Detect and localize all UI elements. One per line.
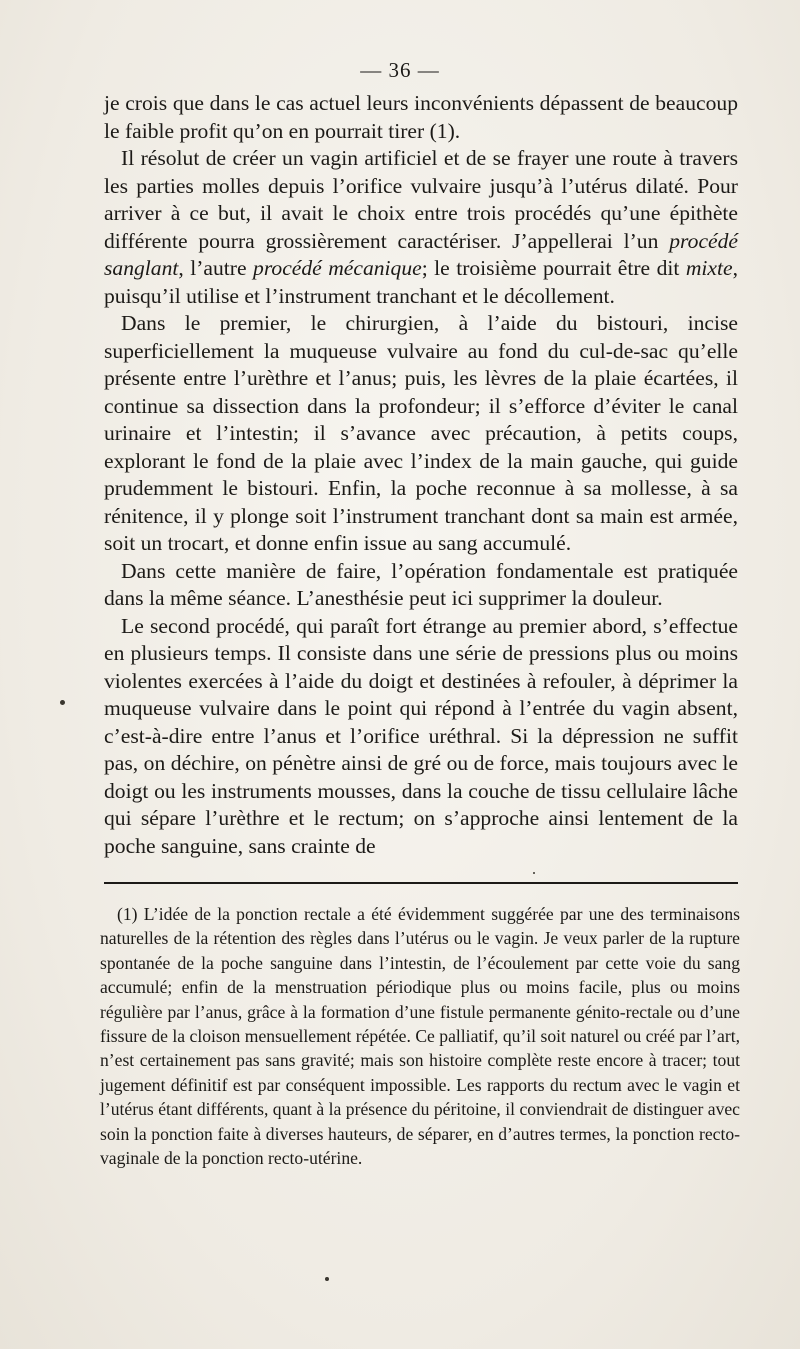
page-number: — 36 —	[360, 58, 440, 82]
paragraph-1: je crois que dans le cas actuel leurs inconvénients dépassent de beaucoup le faible profit qu’on en pourrait tirer (1).	[104, 91, 738, 143]
footnote: (1) L’idée de la ponction rectale a été évidemment suggérée par une des terminaisons naturelles de la rétention des règles dans l’utérus ou le vagin. Je veux parler de la rupture spontanée de la poche sanguine dans l’intestin, de l’écoulement par cette voie du sang accumulé; enfin de la menstruation périodique plus ou moins facile, plus ou moins régulière par l’anus, grâce à la formation d’une fistule permanente génito-rectale ou d’une fissure de la cloison mensuellement répétée. Ce palliatif, qu’il soit naturel ou créé par l’art, n’est certainement pas sans gravité; mais son histoire complète reste encore à tracer; tout jugement définitif est par conséquent impossible. Les rapports du rectum avec le vagin et l’utérus étant différents, quant à la présence du péritoine, il conviendrait de distinguer avec soin la ponction faite à diverses hauteurs, de séparer, en d’autres termes, la ponction recto-vaginale de la ponction recto-utérine.	[100, 904, 740, 1169]
main-text	[104, 90, 738, 860]
paragraph-3: Dans le premier, le chirurgien, à l’aide du bistouri, incise superficiellement la muqueuse vulvaire au fond du cul-de-sac qu’elle présente entre l’urèthre et l’anus; puis, les lèvres de la plaie écartées, il continue sa dissection dans la profondeur; il s’efforce d’éviter le canal urinaire et l’intestin; il s’avance avec précaution, à petits coups, explorant le fond de la plaie avec l’index de la main gauche, qui guide prudemment le bistouri. Enfin, la poche reconnue à sa mollesse, à sa rénitence, il y plonge soit l’instrument tranchant dont sa main est armée, soit un trocart, et donne enfin issue au sang accumulé.	[104, 311, 738, 555]
footnote-divider	[104, 882, 738, 884]
paragraph-5: Le second procédé, qui paraît fort étrange au premier abord, s’effectue en plusieurs temps. Il consiste dans une série de pressions plus ou moins violentes exercées à l’aide du doigt et destinées à refouler, à déprimer la muqueuse vulvaire dans le point qui répond à l’entrée du vagin absent, c’est-à-dire entre l’anus et l’orifice uréthral. Si la dépression ne suffit pas, on déchire, on pénètre ainsi de gré ou de force, mais toujours avec le doigt ou les instruments mousses, dans la couche de tissu cellulaire lâche qui sépare l’urèthre et le rectum; on s’approche ainsi lentement de la poche sanguine, sans crainte de	[104, 613, 738, 858]
paragraph-4: Dans cette manière de faire, l’opération fondamentale est pratiquée dans la même séance. L’anesthésie peut ici supprimer la douleur.	[104, 558, 738, 610]
paragraph-2: Il résolut de créer un vagin artificiel et de se frayer une route à travers les parties molles depuis l’orifice vulvaire jusqu’à l’utérus dilaté. Pour arriver à ce but, il avait le choix entre trois procédés qu’une épithète différente pourra grossièrement caractériser. J’appellerai l’un procédé sanglant, l’autre procédé mécanique; le troisième pourrait être dit mixte, puisqu’il utilise et l’instrument tranchant et le décollement.	[104, 146, 738, 308]
